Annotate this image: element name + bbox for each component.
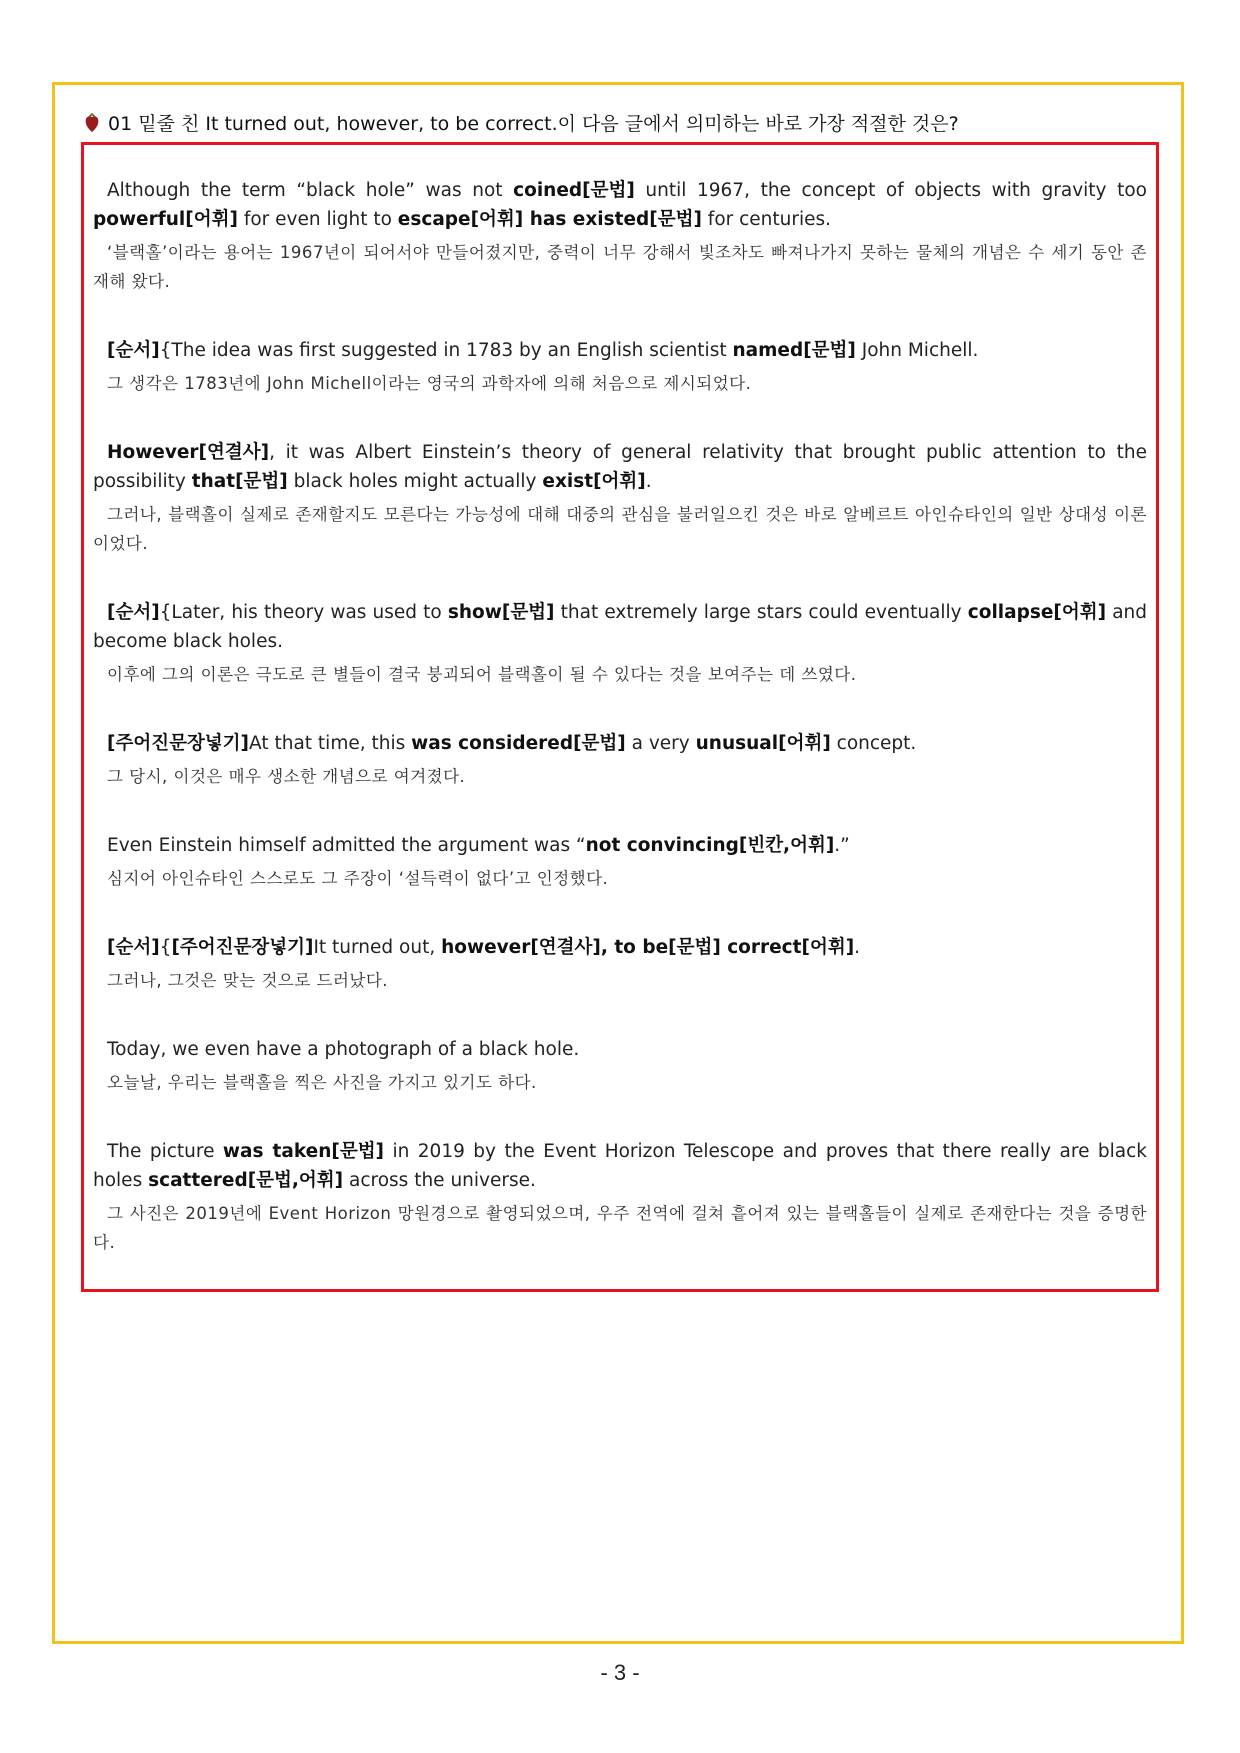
passage-paragraph xyxy=(93,336,1147,398)
annotated-phrase: However[연결사] xyxy=(107,442,270,463)
annotated-phrase: [주어진문장넣기] xyxy=(171,937,314,958)
english-sentence xyxy=(93,1035,1147,1064)
english-sentence xyxy=(93,933,1147,962)
annotated-phrase: show[문법] xyxy=(447,602,555,623)
sentence-text: Even Einstein himself admitted the argument was “ xyxy=(107,835,586,856)
annotated-phrase: escape[어휘] has existed[문법] xyxy=(397,209,702,230)
korean-translation: ‘블랙홀’이라는 용어는 1967년이 되어서야 만들어졌지만, 중력이 너무 강해서 빛조차도 빠져나가지 못하는 물체의 개념은 수 세기 동안 존재해 왔다. xyxy=(93,243,1147,291)
sentence-text: Although the term “black hole” was not xyxy=(107,180,514,201)
korean-translation: 심지어 아인슈타인 스스로도 그 주장이 ‘설득력이 없다’고 인정했다. xyxy=(107,869,609,888)
annotated-phrase: was considered[문법] xyxy=(411,733,626,754)
sentence-text: John Michell. xyxy=(855,340,979,361)
sentence-text: in 2019 by the Event Horizon Telescope and proves that there really are black holes xyxy=(93,1141,1148,1191)
annotated-phrase: [주어진문장넣기] xyxy=(107,733,250,754)
sentence-text: Today, we even have a photograph of a black hole. xyxy=(107,1039,580,1060)
korean-translation: 이후에 그의 이론은 극도로 큰 별들이 결국 붕괴되어 블랙홀이 될 수 있다는 것을 보여주는 데 쓰였다. xyxy=(107,665,857,684)
annotated-phrase: exist[어휘] xyxy=(542,471,646,492)
annotated-phrase: powerful[어휘] xyxy=(93,209,238,230)
english-sentence xyxy=(93,438,1147,496)
annotated-phrase: [순서] xyxy=(107,937,160,958)
annotated-phrase: collapse[어휘] xyxy=(967,602,1107,623)
korean-translation: 그러나, 그것은 맞는 것으로 드러났다. xyxy=(107,971,389,990)
page-number: - 3 - xyxy=(600,1660,640,1685)
annotated-phrase: coined[문법] xyxy=(513,180,635,201)
annotated-phrase: was taken[문법] xyxy=(222,1141,385,1162)
passage-paragraph xyxy=(93,176,1147,296)
question-header xyxy=(84,111,1164,139)
passage-paragraph xyxy=(93,598,1147,689)
question-text: 01 밑줄 친 It turned out, however, to be correct.이 다음 글에서 의미하는 바로 가장 적절한 것은? xyxy=(108,113,959,135)
annotated-phrase: unusual[어휘] xyxy=(695,733,831,754)
english-sentence xyxy=(93,336,1147,365)
strawberry-icon xyxy=(84,113,100,140)
korean-translation: 그러나, 블랙홀이 실제로 존재할지도 모른다는 가능성에 대해 대중의 관심을 불러일으킨 것은 바로 알베르트 아인슈타인의 일반 상대성 이론이었다. xyxy=(93,505,1147,553)
annotated-phrase: scattered[문법,어휘] xyxy=(148,1170,344,1191)
sentence-text: {Later, his theory was used to xyxy=(159,602,448,623)
passage-paragraph xyxy=(93,438,1147,558)
korean-translation: 그 사진은 2019년에 Event Horizon 망원경으로 촬영되었으며, 우주 전역에 걸쳐 흩어져 있는 블랙홀들이 실제로 존재한다는 것을 증명한다. xyxy=(93,1204,1147,1252)
sentence-text: concept. xyxy=(830,733,917,754)
passage-paragraph xyxy=(93,1137,1147,1257)
annotated-phrase: however[연결사], to be[문법] correct[어휘] xyxy=(441,937,855,958)
sentence-text: a very xyxy=(625,733,696,754)
sentence-text: At that time, this xyxy=(249,733,412,754)
sentence-text: for centuries. xyxy=(701,209,832,230)
passage-paragraph xyxy=(93,1035,1147,1097)
annotated-phrase: [순서] xyxy=(107,602,160,623)
english-sentence xyxy=(93,831,1147,860)
sentence-text: for even light to xyxy=(237,209,398,230)
english-sentence xyxy=(93,1137,1147,1195)
annotated-phrase: not convincing[빈칸,어휘] xyxy=(585,835,835,856)
korean-translation: 그 생각은 1783년에 John Michell이라는 영국의 과학자에 의해 처음으로 제시되었다. xyxy=(107,374,752,393)
annotated-phrase: that[문법] xyxy=(191,471,288,492)
passage-paragraph xyxy=(93,729,1147,791)
sentence-text: . xyxy=(645,471,652,492)
sentence-text: until 1967, the concept of objects with gravity too xyxy=(634,180,1147,201)
passage-content xyxy=(93,176,1147,1297)
sentence-text: { xyxy=(159,937,172,958)
english-sentence xyxy=(93,729,1147,758)
korean-translation: 오늘날, 우리는 블랙홀을 찍은 사진을 가지고 있기도 하다. xyxy=(107,1073,537,1092)
sentence-text: .” xyxy=(834,835,850,856)
sentence-text: The picture xyxy=(107,1141,223,1162)
sentence-text: {The idea was first suggested in 1783 by an English scientist xyxy=(159,340,733,361)
sentence-text: that extremely large stars could eventually xyxy=(554,602,968,623)
sentence-text: black holes might actually xyxy=(287,471,543,492)
annotated-phrase: [순서] xyxy=(107,340,160,361)
passage-paragraph xyxy=(93,933,1147,995)
passage-paragraph xyxy=(93,831,1147,893)
sentence-text: , it was Albert Einstein’s theory of general relativity that brought public attention to the possibility xyxy=(93,442,1147,492)
sentence-text: and become black holes. xyxy=(93,602,1147,652)
sentence-text: across the universe. xyxy=(343,1170,536,1191)
english-sentence xyxy=(93,176,1147,234)
annotated-phrase: named[문법] xyxy=(732,340,856,361)
korean-translation: 그 당시, 이것은 매우 생소한 개념으로 여겨졌다. xyxy=(107,767,466,786)
english-sentence xyxy=(93,598,1147,656)
sentence-text: . xyxy=(854,937,861,958)
sentence-text: It turned out, xyxy=(313,937,442,958)
